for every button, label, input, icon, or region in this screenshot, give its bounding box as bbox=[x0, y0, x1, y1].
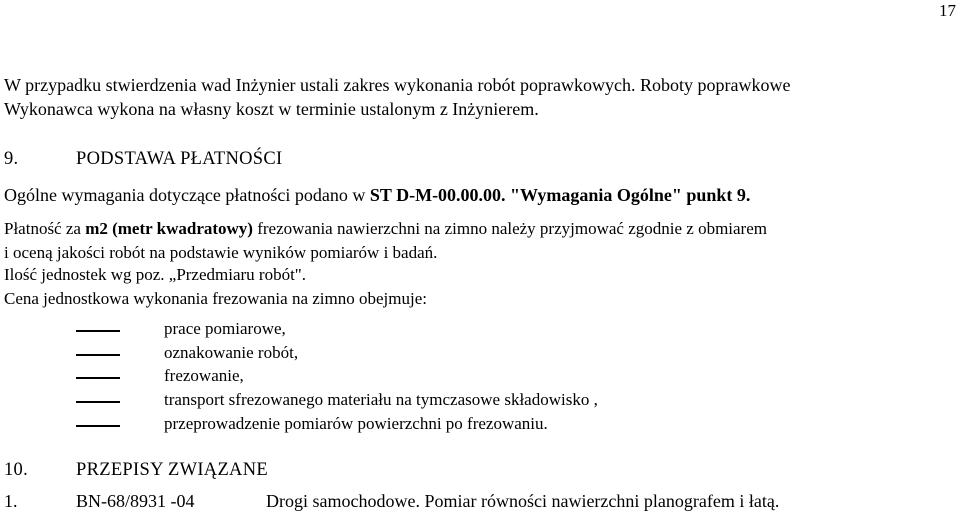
list-item: frezowanie, bbox=[164, 366, 244, 385]
section-10-number: 10. bbox=[4, 460, 29, 480]
payment-pre: Płatność za bbox=[4, 219, 86, 238]
page-number: 17 bbox=[939, 1, 956, 20]
section-10-title: PRZEPISY ZWIĄZANE bbox=[76, 460, 268, 480]
payment-line-2: i oceną jakości robót na podstawie wyników pomiarów i badań. bbox=[4, 243, 438, 262]
list-dash bbox=[76, 377, 120, 379]
list-item: transport sfrezowanego materiału na tymczasowe składowisko , bbox=[164, 390, 598, 409]
payment-line-1 bbox=[4, 218, 767, 239]
general-requirements bbox=[4, 184, 750, 206]
list-item: prace pomiarowe, bbox=[164, 319, 286, 338]
general-requirements-ref: ST D-M-00.00.00. "Wymagania Ogólne" punkt 9. bbox=[369, 185, 751, 205]
section-9-number: 9. bbox=[4, 149, 19, 169]
list-dash bbox=[76, 354, 120, 356]
payment-post: frezowania nawierzchni na zimno należy przyjmować zgodnie z obmiarem bbox=[252, 219, 767, 238]
list-item: przeprowadzenie pomiarów powierzchni po frezowaniu. bbox=[164, 414, 548, 433]
quantity-line: Ilość jednostek wg poz. „Przedmiaru robót". bbox=[4, 265, 306, 284]
list-dash bbox=[76, 425, 120, 427]
intro-line-2: Wykonawca wykona na własny koszt w terminie ustalonym z Inżynierem. bbox=[4, 99, 539, 119]
reference-number: 1. bbox=[4, 491, 18, 511]
reference-code: BN-68/8931 -04 bbox=[76, 491, 195, 511]
reference-title: Drogi samochodowe. Pomiar równości nawierzchni planografem i łatą. bbox=[266, 491, 780, 511]
intro-line-1: W przypadku stwierdzenia wad Inżynier ustali zakres wykonania robót poprawkowych. Roboty poprawkowe bbox=[4, 75, 791, 95]
payment-unit: m2 (metr kwadratowy) bbox=[85, 219, 253, 238]
list-dash bbox=[76, 330, 120, 332]
list-item: oznakowanie robót, bbox=[164, 343, 299, 362]
list-dash bbox=[76, 401, 120, 403]
unit-price-intro: Cena jednostkowa wykonania frezowania na zimno obejmuje: bbox=[4, 289, 427, 308]
section-9-title: PODSTAWA PŁATNOŚCI bbox=[76, 149, 283, 169]
general-requirements-text: Ogólne wymagania dotyczące płatności podano w bbox=[4, 185, 370, 205]
